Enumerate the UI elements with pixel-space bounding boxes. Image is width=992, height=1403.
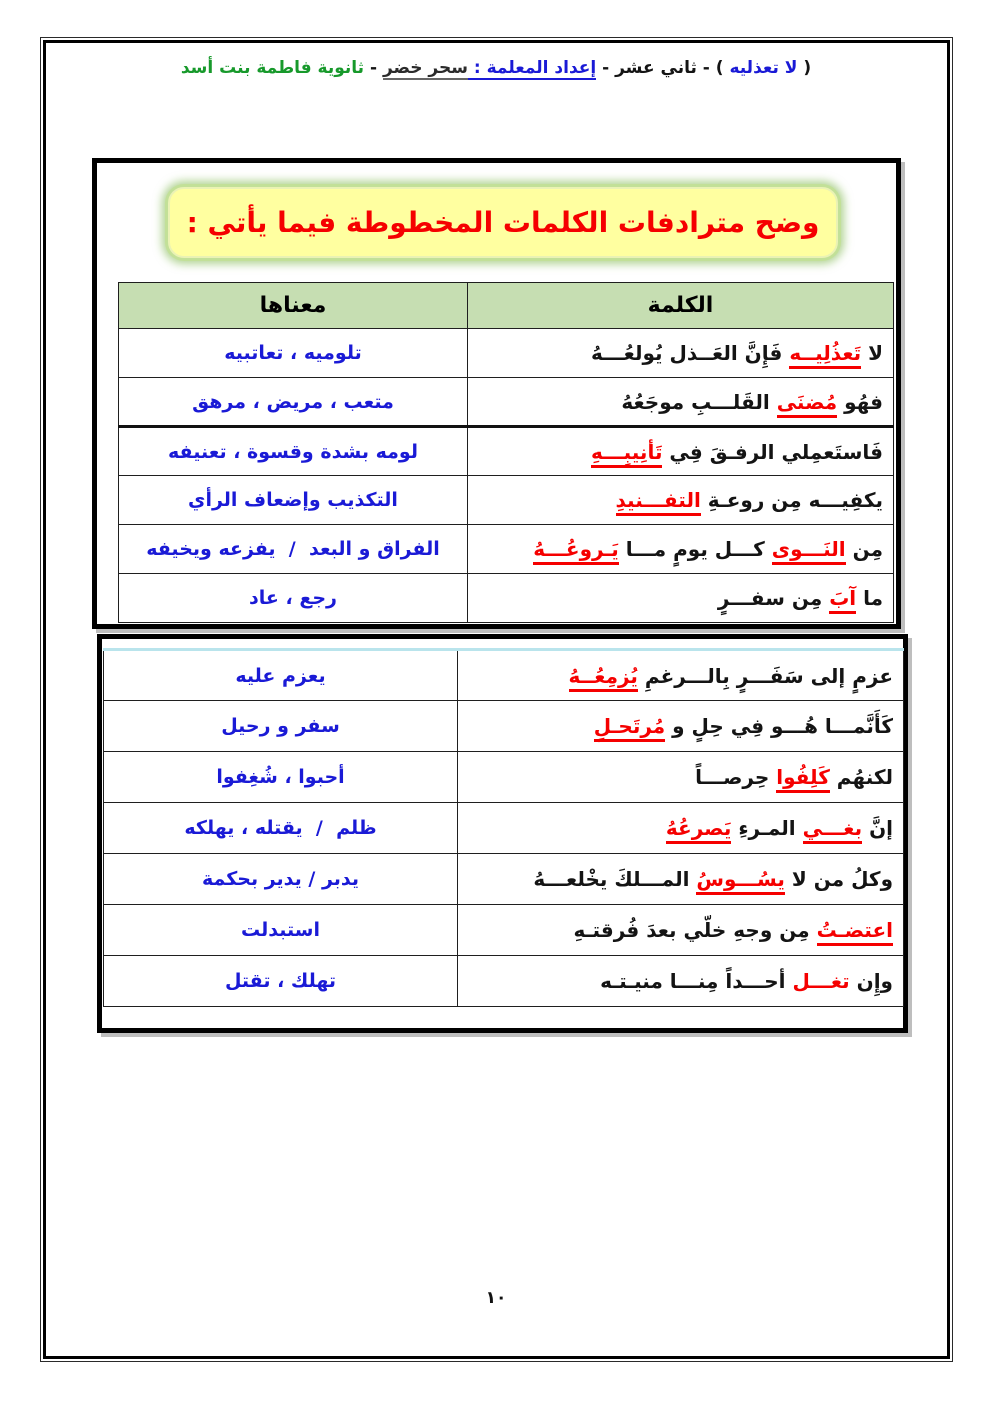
meaning-cell: متعب ، مريض ، مرهق <box>119 378 468 427</box>
text-segment: ( <box>797 58 812 78</box>
text-segment: يسُـــوسُ <box>696 867 785 895</box>
word-cell <box>458 650 904 701</box>
text-segment: أحـــداً مِنـــا منيـتـه <box>600 969 793 993</box>
meaning-cell: استبدلت <box>104 905 458 956</box>
meaning-cell: أحبوا ، شُغِفوا <box>104 752 458 803</box>
text-segment: يكفِيـــه مِن روعـةِ <box>700 488 883 512</box>
word-cell <box>458 956 904 1007</box>
word-cell <box>458 905 904 956</box>
text-segment: اعتضـتُ <box>817 918 893 946</box>
table-row <box>119 476 894 525</box>
meaning-cell: يدبر / يدير بحكمة <box>104 854 458 905</box>
table-row <box>104 854 904 905</box>
text-segment: يُزمِعُــهُ <box>569 664 638 692</box>
text-segment: آبَ <box>829 586 856 614</box>
text-segment: النَـــوى <box>772 537 846 565</box>
text-segment: ) - ثاني عشر - <box>596 58 730 78</box>
text-segment: تَعذُلِيــه <box>789 341 861 369</box>
word-cell <box>458 854 904 905</box>
text-segment: المـرءِ <box>731 816 803 840</box>
title-banner <box>168 187 838 258</box>
table-row <box>119 525 894 574</box>
text-segment: المـــلكَ يخْلعـــهُ <box>533 867 697 891</box>
meaning-cell: الفراق و البعد / يفزعه ويخيفه <box>119 525 468 574</box>
meaning-cell: لومه بشدة وقسوة ، تعنيفه <box>119 427 468 476</box>
text-segment: - <box>364 58 383 78</box>
text-segment: إعداد المعلمة : <box>467 58 597 78</box>
text-segment: وكلُ من لا <box>784 867 893 891</box>
text-segment: لا <box>861 341 883 365</box>
table-row <box>119 574 894 623</box>
word-column-header: الكلمة <box>468 283 894 329</box>
vocabulary-table-1 <box>118 282 894 623</box>
table-row <box>104 803 904 854</box>
text-segment: التفـــنيدِ <box>616 488 701 516</box>
text-segment: بغـــي <box>803 816 863 844</box>
meaning-cell: رجع ، عاد <box>119 574 468 623</box>
document-header <box>0 58 992 78</box>
text-segment: ثانوية فاطمة بنت أسد <box>180 58 365 78</box>
vocabulary-table-2 <box>103 648 904 1007</box>
text-segment: مِن سفـــرٍ <box>717 586 830 610</box>
meaning-cell: التكذيب وإضعاف الرأي <box>119 476 468 525</box>
text-segment: سحر خضر <box>382 58 468 78</box>
text-segment: عزمٍ إلى سَفَـــرٍ بِالـــرغمِ <box>637 663 893 688</box>
word-cell <box>458 803 904 854</box>
table-row <box>119 378 894 427</box>
meaning-cell: سفر و رحيل <box>104 701 458 752</box>
text-segment: تغـــل <box>792 969 850 993</box>
text-segment: كـــل يومٍ مـــا <box>618 537 772 561</box>
text-segment: فَاستَعمِلي الرفـقَ فِي <box>662 439 883 464</box>
text-segment: فهُو <box>837 389 883 414</box>
meaning-cell: تهلك ، تقتل <box>104 956 458 1007</box>
text-segment: مُرتَحـلٍ <box>594 714 665 742</box>
meaning-column-header: معناها <box>119 283 468 329</box>
text-segment: إنَّ <box>862 816 893 840</box>
page-number: ١٠ <box>485 1288 507 1308</box>
word-cell <box>458 701 904 752</box>
text-segment: لكنهُم <box>829 765 893 789</box>
text-segment: مِن وجهِ خلّي بعدَ فُرقتـهِ <box>573 918 817 942</box>
table-row <box>119 329 894 378</box>
text-segment: حِرصـــاً <box>695 765 777 789</box>
table-row <box>119 427 894 476</box>
text-segment: لا تعذليه <box>729 58 798 78</box>
meaning-cell: تلوميه ، تعاتبيه <box>119 329 468 378</box>
word-cell <box>468 427 894 476</box>
meaning-cell: ظلم / يقتله ، يهلكه <box>104 803 458 854</box>
word-cell <box>468 329 894 378</box>
text-segment: تَأنِيبِـــهِ <box>591 440 663 468</box>
text-segment: يَصرعُهُ <box>666 816 731 844</box>
table-header-row <box>119 283 894 329</box>
text-segment: كَأَنَّمـــا هُـــو فِي حِلٍ و <box>665 714 893 738</box>
text-segment: وإِن <box>849 969 893 993</box>
table-row <box>104 701 904 752</box>
table-row <box>104 956 904 1007</box>
text-segment: مِن <box>845 537 883 561</box>
word-cell <box>468 574 894 623</box>
text-segment: يَـروعُـــهُ <box>533 537 619 565</box>
text-segment: كَلِفُوا <box>776 765 830 793</box>
text-segment: مُضنَى <box>777 390 838 418</box>
title-text: وضح مترادفات الكلمات المخطوطة فيما يأتي : <box>186 206 820 239</box>
table-row <box>104 905 904 956</box>
word-cell <box>468 525 894 574</box>
word-cell <box>468 378 894 427</box>
table-row <box>104 752 904 803</box>
text-segment: ما <box>856 586 883 610</box>
meaning-cell: يعزم عليه <box>104 650 458 701</box>
text-segment: فَإِنَّ العَــذل يُولعُـــهُ <box>591 341 790 365</box>
table-row <box>104 650 904 701</box>
text-segment: القَلـــبِ موجَعُهُ <box>621 389 777 414</box>
word-cell <box>468 476 894 525</box>
word-cell <box>458 752 904 803</box>
